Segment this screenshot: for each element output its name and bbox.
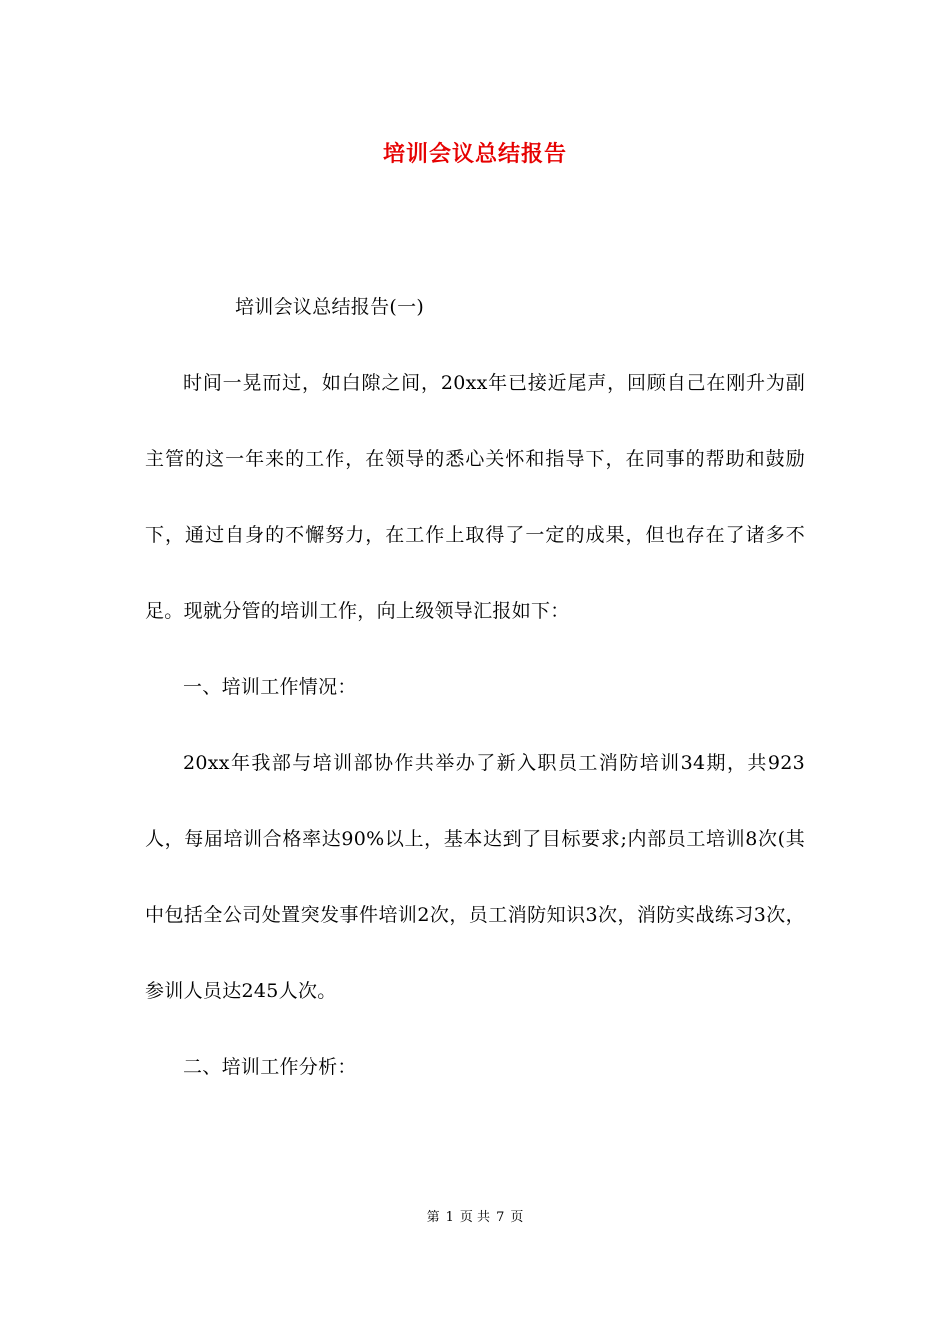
document-title: 培训会议总结报告 <box>382 141 567 167</box>
section-subtitle: 培训会议总结报告(一) <box>235 296 425 318</box>
paragraph-training-stats: 20xx年我部与培训部协作共举办了新入职员工消防培训34期，共923人，每届培训合格率达90%以上，基本达到了目标要求;内部员工培训8次(其中包括全公司处置突发事件培训2次，员工消防知识3次，消防实战练习3次，参训人员达245人次。 <box>145 752 805 1002</box>
heading-training-status: 一、培训工作情况： <box>183 676 357 698</box>
page-label-suffix: 页 <box>510 1210 524 1225</box>
heading-training-analysis: 二、培训工作分析： <box>183 1056 357 1078</box>
total-pages-number: 7 <box>496 1210 505 1225</box>
current-page-number: 1 <box>445 1210 454 1225</box>
page-label-prefix: 第 <box>426 1210 440 1225</box>
page-number-footer <box>0 1208 950 1228</box>
page-label-mid: 页 共 <box>459 1210 491 1225</box>
document-body <box>145 269 805 1105</box>
paragraph-intro: 时间一晃而过，如白隙之间，20xx年已接近尾声，回顾自己在刚升为副主管的这一年来的工作，在领导的悉心关怀和指导下，在同事的帮助和鼓励下，通过自身的不懈努力，在工作上取得了一定的成果，但也存在了诸多不足。现就分管的培训工作，向上级领导汇报如下： <box>145 372 805 622</box>
